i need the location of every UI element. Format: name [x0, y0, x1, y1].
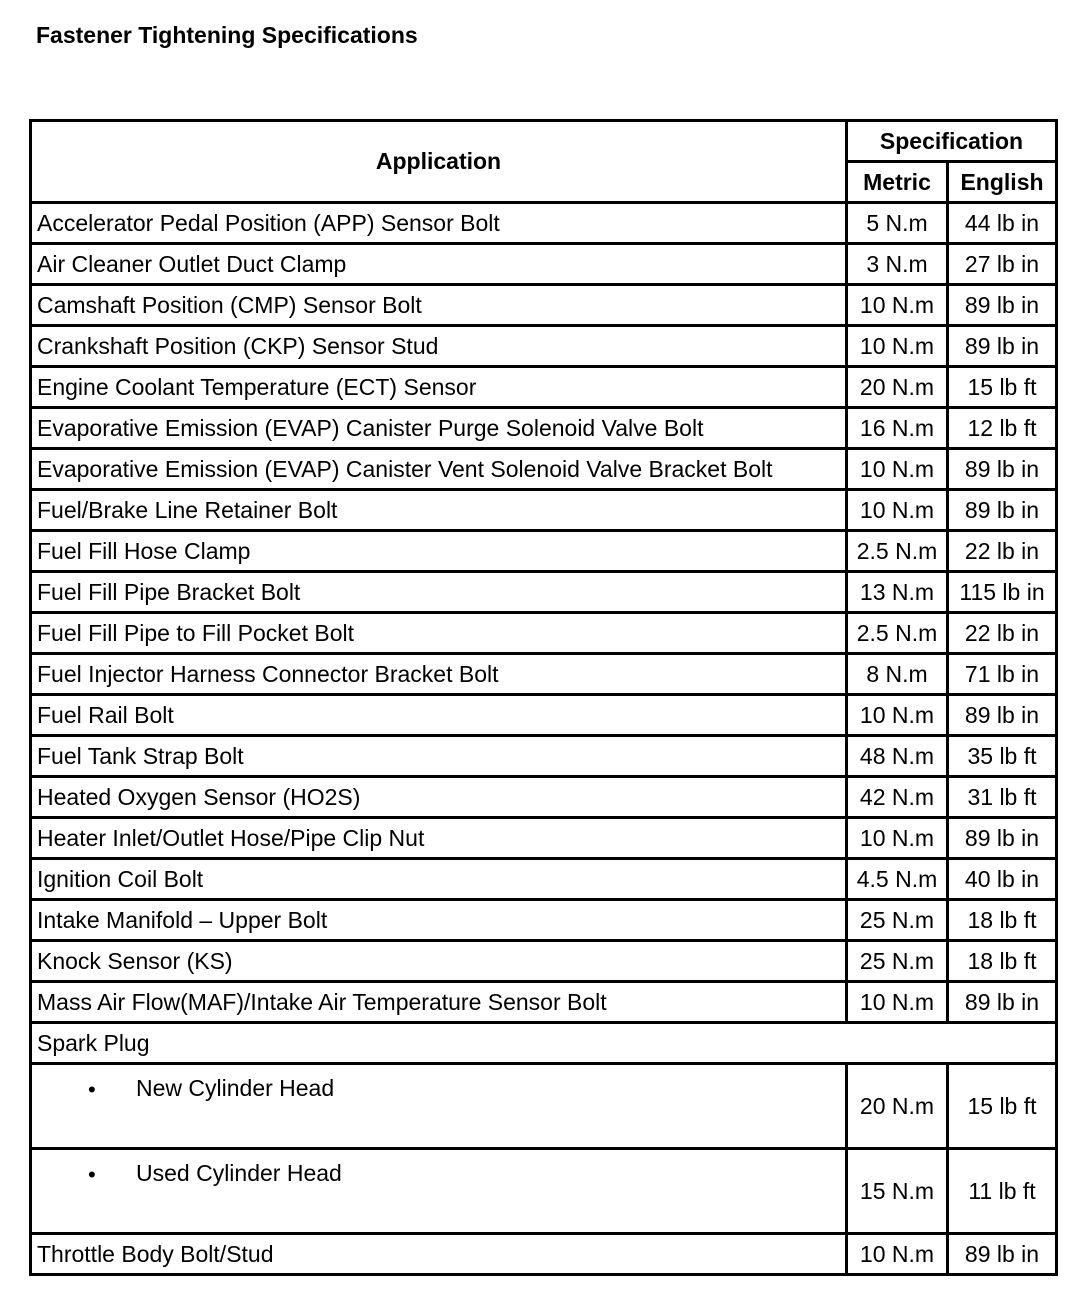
- table-row: [31, 777, 1057, 818]
- application-cell: Crankshaft Position (CKP) Sensor Stud: [31, 326, 847, 367]
- table-row: [31, 736, 1057, 777]
- english-cell: 35 lb ft: [948, 736, 1057, 777]
- english-cell: 89 lb in: [948, 818, 1057, 859]
- metric-cell: 25 N.m: [847, 941, 948, 982]
- metric-cell: 2.5 N.m: [847, 613, 948, 654]
- english-header: English: [948, 162, 1057, 203]
- table-row: [31, 326, 1057, 367]
- metric-header: Metric: [847, 162, 948, 203]
- english-cell: 18 lb ft: [948, 900, 1057, 941]
- metric-cell: 4.5 N.m: [847, 859, 948, 900]
- metric-cell: 5 N.m: [847, 203, 948, 244]
- application-cell: Fuel Fill Pipe Bracket Bolt: [31, 572, 847, 613]
- metric-cell: 8 N.m: [847, 654, 948, 695]
- table-row: [31, 1064, 1057, 1149]
- application-cell: Fuel Injector Harness Connector Bracket Bolt: [31, 654, 847, 695]
- english-cell: 89 lb in: [948, 449, 1057, 490]
- english-cell: 115 lb in: [948, 572, 1057, 613]
- metric-cell: 10 N.m: [847, 695, 948, 736]
- english-cell: 89 lb in: [948, 285, 1057, 326]
- metric-cell: 10 N.m: [847, 818, 948, 859]
- bullet-icon: •: [88, 1162, 96, 1187]
- english-cell: 89 lb in: [948, 1234, 1057, 1275]
- application-header: Application: [31, 121, 847, 203]
- table-row: [31, 1234, 1057, 1275]
- english-cell: 27 lb in: [948, 244, 1057, 285]
- english-cell: 22 lb in: [948, 613, 1057, 654]
- metric-cell: 10 N.m: [847, 285, 948, 326]
- application-cell: Air Cleaner Outlet Duct Clamp: [31, 244, 847, 285]
- table-row: [31, 408, 1057, 449]
- table-row: [31, 818, 1057, 859]
- metric-cell: 10 N.m: [847, 326, 948, 367]
- table-row: [31, 572, 1057, 613]
- application-cell: [31, 1064, 847, 1149]
- table-row: [31, 1149, 1057, 1234]
- metric-cell: 2.5 N.m: [847, 531, 948, 572]
- metric-cell: 3 N.m: [847, 244, 948, 285]
- metric-cell: 48 N.m: [847, 736, 948, 777]
- application-cell: [31, 1149, 847, 1234]
- english-cell: 40 lb in: [948, 859, 1057, 900]
- application-text: New Cylinder Head: [136, 1075, 335, 1101]
- metric-cell: 13 N.m: [847, 572, 948, 613]
- table-row: [31, 244, 1057, 285]
- application-cell: Intake Manifold – Upper Bolt: [31, 900, 847, 941]
- metric-cell: 20 N.m: [847, 367, 948, 408]
- table-row: [31, 941, 1057, 982]
- application-cell: Fuel Rail Bolt: [31, 695, 847, 736]
- table-row: [31, 654, 1057, 695]
- specification-header: Specification: [847, 121, 1057, 162]
- table-row: [31, 285, 1057, 326]
- application-cell: Fuel/Brake Line Retainer Bolt: [31, 490, 847, 531]
- english-cell: 89 lb in: [948, 695, 1057, 736]
- spec-table-body: [31, 203, 1057, 1023]
- bullet-icon: •: [88, 1077, 96, 1102]
- english-cell: 31 lb ft: [948, 777, 1057, 818]
- table-row: [31, 367, 1057, 408]
- metric-cell: 25 N.m: [847, 900, 948, 941]
- english-cell: 89 lb in: [948, 326, 1057, 367]
- english-cell: 22 lb in: [948, 531, 1057, 572]
- table-row: [31, 613, 1057, 654]
- application-cell: Evaporative Emission (EVAP) Canister Vent Solenoid Valve Bracket Bolt: [31, 449, 847, 490]
- english-cell: 89 lb in: [948, 490, 1057, 531]
- application-cell: Mass Air Flow(MAF)/Intake Air Temperature Sensor Bolt: [31, 982, 847, 1023]
- table-row: [31, 859, 1057, 900]
- application-cell: Ignition Coil Bolt: [31, 859, 847, 900]
- metric-cell: 10 N.m: [847, 982, 948, 1023]
- application-text: Used Cylinder Head: [136, 1160, 342, 1186]
- spec-table: [29, 119, 1058, 1276]
- table-row: [31, 900, 1057, 941]
- english-cell: 71 lb in: [948, 654, 1057, 695]
- table-row: [31, 449, 1057, 490]
- english-cell: 15 lb ft: [948, 367, 1057, 408]
- metric-cell: 10 N.m: [847, 1234, 948, 1275]
- table-row: [31, 490, 1057, 531]
- application-cell: Heater Inlet/Outlet Hose/Pipe Clip Nut: [31, 818, 847, 859]
- metric-cell: 16 N.m: [847, 408, 948, 449]
- spark-plug-label: Spark Plug: [31, 1023, 1057, 1064]
- english-cell: 44 lb in: [948, 203, 1057, 244]
- application-cell: Fuel Fill Pipe to Fill Pocket Bolt: [31, 613, 847, 654]
- metric-cell: 10 N.m: [847, 449, 948, 490]
- metric-cell: 20 N.m: [847, 1064, 948, 1149]
- metric-cell: 42 N.m: [847, 777, 948, 818]
- english-cell: 18 lb ft: [948, 941, 1057, 982]
- application-cell: Knock Sensor (KS): [31, 941, 847, 982]
- application-cell: Throttle Body Bolt/Stud: [31, 1234, 847, 1275]
- spark-plug-group: [31, 1023, 1057, 1275]
- metric-cell: 10 N.m: [847, 490, 948, 531]
- application-cell: Fuel Fill Hose Clamp: [31, 531, 847, 572]
- application-cell: Heated Oxygen Sensor (HO2S): [31, 777, 847, 818]
- table-row: [31, 982, 1057, 1023]
- english-cell: 15 lb ft: [948, 1064, 1057, 1149]
- application-cell: Accelerator Pedal Position (APP) Sensor Bolt: [31, 203, 847, 244]
- english-cell: 12 lb ft: [948, 408, 1057, 449]
- application-cell: Camshaft Position (CMP) Sensor Bolt: [31, 285, 847, 326]
- metric-cell: 15 N.m: [847, 1149, 948, 1234]
- application-cell: Evaporative Emission (EVAP) Canister Purge Solenoid Valve Bolt: [31, 408, 847, 449]
- english-cell: 89 lb in: [948, 982, 1057, 1023]
- application-cell: Engine Coolant Temperature (ECT) Sensor: [31, 367, 847, 408]
- table-row: [31, 531, 1057, 572]
- page-title: Fastener Tightening Specifications: [36, 22, 418, 48]
- application-cell: Fuel Tank Strap Bolt: [31, 736, 847, 777]
- english-cell: 11 lb ft: [948, 1149, 1057, 1234]
- table-row: [31, 695, 1057, 736]
- table-row: [31, 1023, 1057, 1064]
- table-row: [31, 203, 1057, 244]
